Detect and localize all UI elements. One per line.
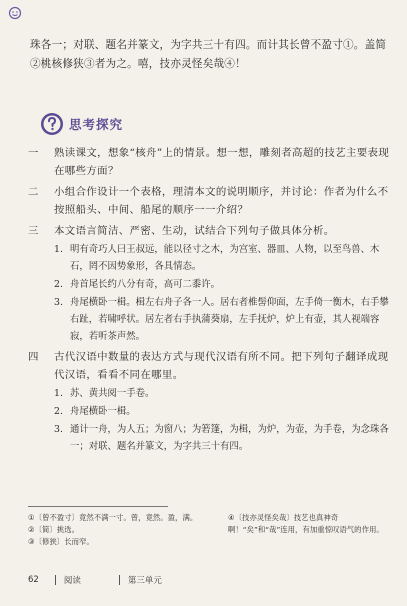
footnotes-left <box>28 512 228 548</box>
intro-paragraph: 珠各一；对联、题名并篆文，为字共三十有四。而计其长曾不盈寸①。盖简②桃核修狭③者为之。嘻，技亦灵怪矣哉④！ <box>30 39 387 70</box>
page-number: 62 <box>28 575 39 585</box>
footer-unit: 第三单元 <box>127 576 162 586</box>
footer-section: 阅读 <box>63 576 81 586</box>
sub-question-item <box>54 294 394 345</box>
footer-divider <box>119 575 120 585</box>
footer-unit-wrap <box>111 574 162 586</box>
section-header <box>40 112 123 136</box>
question-number: 一 <box>28 147 40 159</box>
sub-question-text: 苏、黄共阅一手卷。 <box>70 388 155 399</box>
page-footer <box>28 574 378 586</box>
question-body <box>54 183 394 219</box>
sub-question-text: 明有奇巧人曰王叔远，能以径寸之木，为宫室、器皿、人物，以至鸟兽、木石，罔不因势象形，各具情态。 <box>70 244 380 272</box>
sub-question-item <box>54 385 394 402</box>
smiley-icon <box>8 6 22 20</box>
sub-question-number: 1. <box>54 388 63 399</box>
sub-question-text: 舟尾横卧一楫。 <box>70 406 136 417</box>
footnotes-right <box>228 512 394 548</box>
question-item <box>28 222 394 345</box>
question-text: 熟读课文，想象“核舟”上的情景。想一想，雕刻者高超的技艺主要表现在哪些方面？ <box>54 147 390 177</box>
questions-list <box>28 144 394 458</box>
footnotes <box>28 512 394 548</box>
footnote-item: ④〔技亦灵怪矣哉〕技艺也真神奇啊！“矣”和“哉”连用，有加重惊叹语气的作用。 <box>228 513 384 534</box>
sub-question-number: 1. <box>54 244 63 255</box>
question-number: 二 <box>28 186 40 198</box>
question-mark-icon <box>40 112 64 136</box>
question-number: 三 <box>28 225 40 237</box>
question-body <box>54 222 394 345</box>
section-title: 思考探究 <box>69 117 124 132</box>
sub-question-item <box>54 241 394 275</box>
sub-question-number: 2. <box>54 279 63 290</box>
sub-question-text: 舟尾横卧一楫。楫左右舟子各一人。居右者椎髻仰面，左手倚一衡木，右手攀右趾，若啸呼状。居左者右手执蒲葵扇，左手抚炉，炉上有壶，其人视端容寂，若听茶声然。 <box>70 297 389 342</box>
sub-question-number: 2. <box>54 406 63 417</box>
footer-divider <box>55 575 56 585</box>
question-number: 四 <box>28 351 40 363</box>
footnote-item: ③〔修狭〕长而窄。 <box>28 537 94 546</box>
sub-question-item <box>54 421 394 455</box>
sub-question-number: 3. <box>54 297 63 308</box>
question-text: 古代汉语中数量的表达方式与现代汉语有所不同。把下列句子翻译成现代汉语，看看不同在哪里。 <box>54 351 389 381</box>
sub-question-text: 通计一舟，为人五；为窗八；为箬篷，为楫，为炉，为壶，为手卷，为念珠各一；对联、题名并篆文，为字共三十有四。 <box>70 424 389 452</box>
question-item <box>28 348 394 455</box>
question-body <box>54 348 394 455</box>
question-item <box>28 183 394 219</box>
question-text: 本文语言简洁、严密、生动，试结合下列句子做具体分析。 <box>54 225 335 237</box>
sub-question-item <box>54 403 394 420</box>
footnote-divider <box>28 506 168 507</box>
footnote-item: ①〔曾不盈寸〕竟然不满一寸。曾，竟然。盈，满。 <box>28 513 198 522</box>
question-item <box>28 144 394 180</box>
sub-question-item <box>54 276 394 293</box>
question-text: 小组合作设计一个表格，理清本文的说明顺序，并讨论：作者为什么不按照船头、中间、船尾的顺序一一介绍？ <box>54 186 389 216</box>
question-body <box>54 144 394 180</box>
sub-question-text: 舟首尾长约八分有奇，高可二黍许。 <box>70 279 221 290</box>
footnote-item: ②〔简〕挑选。 <box>28 525 79 534</box>
sub-question-number: 3. <box>54 424 63 435</box>
